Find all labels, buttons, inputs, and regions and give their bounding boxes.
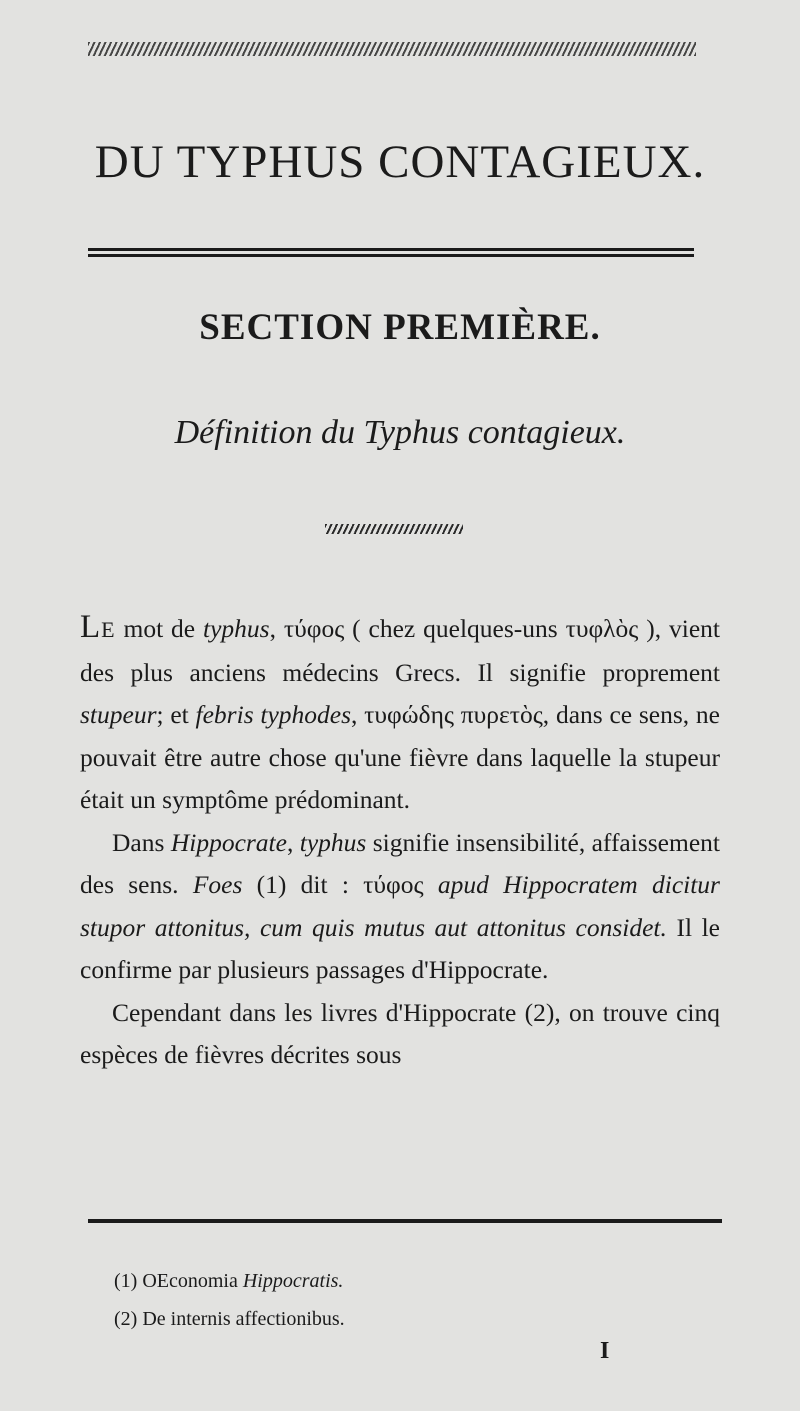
text-run: , τύφος ( chez quelques-uns τυφλὸς ), vient des plus anciens médecins Grecs. Il signifie proprement bbox=[80, 614, 720, 687]
text-run: Dans bbox=[112, 827, 171, 857]
text-run: Il le confirme par plusieurs passages d'Hippocrate. bbox=[80, 912, 720, 984]
paragraph-3 bbox=[80, 992, 720, 1077]
double-rule bbox=[88, 248, 694, 257]
footnote-italic: Hippocratis. bbox=[242, 1270, 344, 1292]
text-run: (1) dit : τύφος bbox=[242, 870, 438, 899]
text-run: signifie insensibilité, affaissement des sens. bbox=[80, 827, 720, 899]
italic-run: Foes bbox=[192, 870, 243, 899]
section-subtitle: Définition du Typhus contagieux. bbox=[174, 414, 626, 451]
paragraph-2 bbox=[80, 822, 720, 992]
top-ornament-rule bbox=[88, 42, 696, 56]
footnote-2: (2) De internis affectionibus. bbox=[114, 1308, 345, 1330]
text-run: mot de bbox=[115, 614, 204, 643]
section-heading: SECTION PREMIÈRE. bbox=[199, 307, 601, 348]
italic-run: typhus bbox=[203, 614, 270, 643]
footnote-text: (1) OEconomia bbox=[114, 1270, 243, 1292]
footnotes bbox=[114, 1262, 674, 1338]
italic-run: Hippocrate bbox=[170, 827, 287, 857]
italic-run: typhus bbox=[299, 827, 367, 857]
signature-mark: I bbox=[600, 1338, 610, 1364]
footnote-rule bbox=[88, 1219, 722, 1223]
footnote-1 bbox=[114, 1262, 674, 1300]
italic-run: stupeur bbox=[80, 700, 157, 729]
text-run: Cependant dans les livres d'Hippocrate (2), on trouve cinq espèces de fièvres décrites sous bbox=[80, 997, 720, 1069]
italic-run: febris typhodes bbox=[195, 700, 352, 729]
text-run: , τυφώδης πυρετὸς, dans ce sens, ne pouvait être autre chose qu'une fièvre dans laquelle la stupeur était un symptôme prédominant. bbox=[80, 700, 720, 814]
chapter-title: DU TYPHUS CONTAGIEUX. bbox=[94, 136, 706, 188]
drop-capital: L bbox=[80, 609, 102, 645]
mid-ornament-rule bbox=[325, 524, 463, 534]
text-run: ; et bbox=[156, 700, 196, 729]
text-run: , bbox=[286, 827, 300, 857]
small-caps: E bbox=[101, 617, 116, 642]
body-text bbox=[80, 606, 720, 1077]
italic-run: apud Hippocratem dicitur stupor attonitus, cum quis mutus aut attonitus considet. bbox=[80, 870, 720, 942]
paragraph-1 bbox=[80, 606, 720, 822]
